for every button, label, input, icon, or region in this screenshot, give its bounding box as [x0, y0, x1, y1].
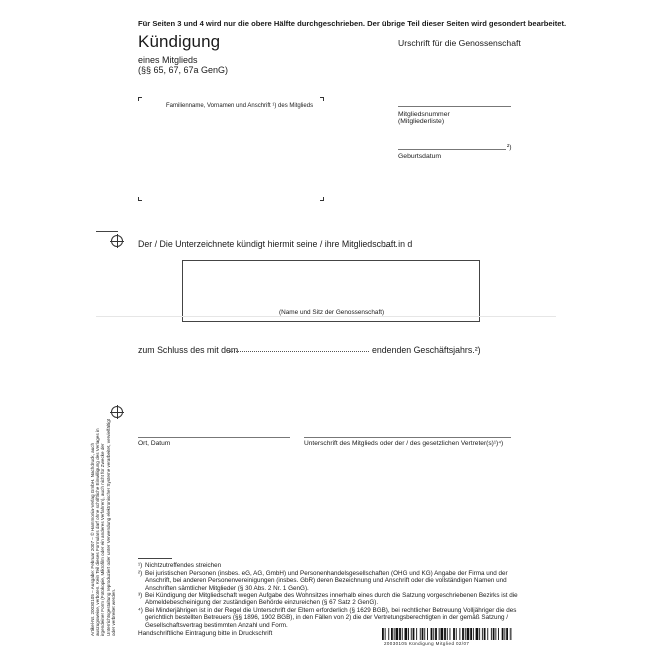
barcode-bar — [498, 628, 499, 640]
barcode-bar — [435, 628, 437, 640]
barcode-bar — [465, 628, 466, 640]
barcode-bar — [444, 628, 446, 640]
barcode-bar — [493, 628, 495, 640]
barcode-bar — [411, 628, 412, 640]
barcode-bar — [487, 628, 488, 640]
address-window-label: Familienname, Vornamen und Anschrift ¹) des Mitglieds — [166, 103, 314, 109]
barcode-bar — [405, 628, 408, 640]
footnote-1 — [138, 562, 518, 569]
barcode-bar — [422, 628, 424, 640]
barcode-bar — [491, 628, 492, 640]
barcode-bar — [433, 628, 434, 640]
fold-mark — [96, 231, 118, 232]
footnote-3-text: Bei Kündigung der Mitgliedschaft wegen Aufgabe des Wohnsitzes innerhalb eines durch die Satzung vorgeschriebenen Bezirks ist die Abmeldebescheinigung der zuständigen Behörde einzureichen (§ 67 Satz 2 GenG). — [145, 592, 518, 607]
original-copy-label: Urschrift für die Genossenschaft — [398, 38, 521, 48]
signature-field[interactable] — [304, 437, 511, 438]
barcode-bar — [510, 628, 511, 640]
signature-label: Unterschrift des Mitglieds oder der / des gesetzlichen Vertreter(s)¹)⁴) — [304, 440, 504, 447]
barcode-bar — [431, 628, 433, 640]
barcode-bar — [462, 628, 464, 640]
end-of-year-prefix: zum Schluss des mit dem — [138, 345, 239, 355]
footnote-4-text: Bei Minderjährigen ist in der Regel die Unterschrift der Eltern erforderlich (§ 1629 BGB), bei rechtlicher Betreuung Volljähriger die des gerichtlich bestellten Betreuers (§§ 1896, 1902 BGB), in den Fällen von 2) die der Vertretungsberechtigten in der gemäß Satzung / Gesellschaftsvertrag bestimmten Anzahl und Form. — [145, 607, 517, 629]
barcode-bar — [427, 628, 428, 640]
birthdate-field[interactable] — [398, 149, 506, 150]
barcode-bar — [439, 628, 440, 640]
member-number-label: Mitgliedsnummer — [398, 111, 450, 118]
barcode-bar — [484, 628, 486, 640]
barcode-bar — [456, 628, 457, 640]
barcode-bar — [482, 628, 483, 640]
barcode-bar — [473, 628, 474, 640]
address-window[interactable] — [138, 97, 324, 201]
barcode-bar — [495, 628, 496, 640]
barcode-bar — [396, 628, 399, 640]
publisher-side-text: Artikel-Nr. 20030105 – Ausgabe: Februar 2007 – © Hammonia-Verlag GmbH. Nachdruck, auch auszugsweise, verboten. Kein Teil dieses Formulars darf ohne schriftliche Einwilligung des Verlages in irgendeiner Form (Fotokopie, Mikrofilm oder ein anderes Verfahren), auch nicht für Zwecke der Unterrichtsgestaltung reproduziert oder unter Verwendung elektronischer Systeme verarbeitet, vervielfältigt oder verbreitet werden. — [90, 418, 116, 636]
barcode-bar — [506, 628, 508, 640]
footnote-3-mark: ³) — [138, 592, 143, 599]
copy-instruction-note: Für Seiten 3 und 4 wird nur die obere Hälfte durchgeschrieben. Der übrige Teil dieser Seiten wird gesondert bearbeitet. — [138, 19, 567, 28]
cooperative-name-label: (Name und Sitz der Genossenschaft) — [279, 309, 385, 316]
barcode-bar — [399, 628, 401, 640]
birthdate-label: Geburtsdatum — [398, 153, 442, 160]
place-date-field[interactable] — [138, 437, 290, 438]
barcode-bar — [394, 628, 395, 640]
footnote-1-text: Nichtzutreffendes streichen — [145, 562, 222, 569]
handwriting-note: Handschriftliche Eintragung bitte in Druckschrift — [138, 630, 273, 637]
barcode-bar — [416, 628, 417, 640]
barcode-bar — [447, 628, 448, 640]
barcode-bar — [420, 628, 421, 640]
barcode-bar — [450, 628, 451, 640]
barcode-bar — [470, 628, 472, 640]
barcode-bar — [402, 628, 403, 640]
barcode-bar — [413, 628, 415, 640]
subtitle-line-2: (§§ 65, 67, 67a GenG) — [138, 65, 229, 75]
place-date-label: Ort, Datum — [138, 440, 171, 447]
declaration-text: Der / Die Unterzeichnete kündigt hiermit seine / ihre Mitgliedschaft in d — [138, 239, 413, 249]
barcode-bar — [453, 628, 455, 640]
barcode — [382, 628, 512, 640]
barcode-bar — [479, 628, 480, 640]
registration-mark-top — [111, 235, 123, 247]
footnote-1-mark: ¹) — [138, 562, 143, 569]
birthdate-footnote-mark: ²) — [507, 144, 512, 151]
barcode-bar — [459, 628, 460, 640]
footnote-2-mark: ²) — [138, 570, 143, 577]
barcode-text: 20030105 Kündigung Mitglied 02/07 — [384, 641, 470, 646]
footnote-2 — [138, 570, 518, 592]
barcode-bar — [391, 628, 393, 640]
barcode-bar — [502, 628, 504, 640]
footnote-separator — [138, 558, 172, 559]
member-number-sublabel: (Mitgliederliste) — [398, 118, 445, 125]
member-number-field[interactable] — [398, 106, 511, 107]
barcode-bar — [385, 628, 386, 640]
footnote-2-text: Bei juristischen Personen (insbes. eG, AG, GmbH) und Personenhandelsgesellschaften (OHG und KG) Angabe der Firma und der Anschrift, bei anderen Personenvereinigungen (insbes. GbR) deren Bezeichnung und Anschrift oder die vollständigen Namen und Anschriften sämtlicher Mitglieder (§ 30 Abs. 2 Nr. 1 GenG). — [145, 570, 508, 592]
barcode-bar — [504, 628, 505, 640]
barcode-bar — [476, 628, 479, 640]
section-divider — [96, 316, 556, 317]
barcode-bar — [424, 628, 425, 640]
end-date-field[interactable] — [229, 351, 369, 352]
barcode-bar — [382, 628, 384, 640]
footnote-4-mark: ⁴) — [138, 607, 143, 614]
subtitle-line-1: eines Mitglieds — [138, 55, 198, 65]
footnote-3 — [138, 592, 518, 607]
page-title: Kündigung — [138, 32, 221, 51]
footnote-4 — [138, 607, 518, 629]
barcode-bar — [441, 628, 444, 640]
declaration-article-blank[interactable] — [383, 246, 397, 247]
barcode-bar — [408, 628, 409, 640]
end-of-year-suffix: endenden Geschäftsjahrs.²) — [372, 345, 481, 355]
barcode-bar — [388, 628, 389, 640]
barcode-bar — [467, 628, 470, 640]
